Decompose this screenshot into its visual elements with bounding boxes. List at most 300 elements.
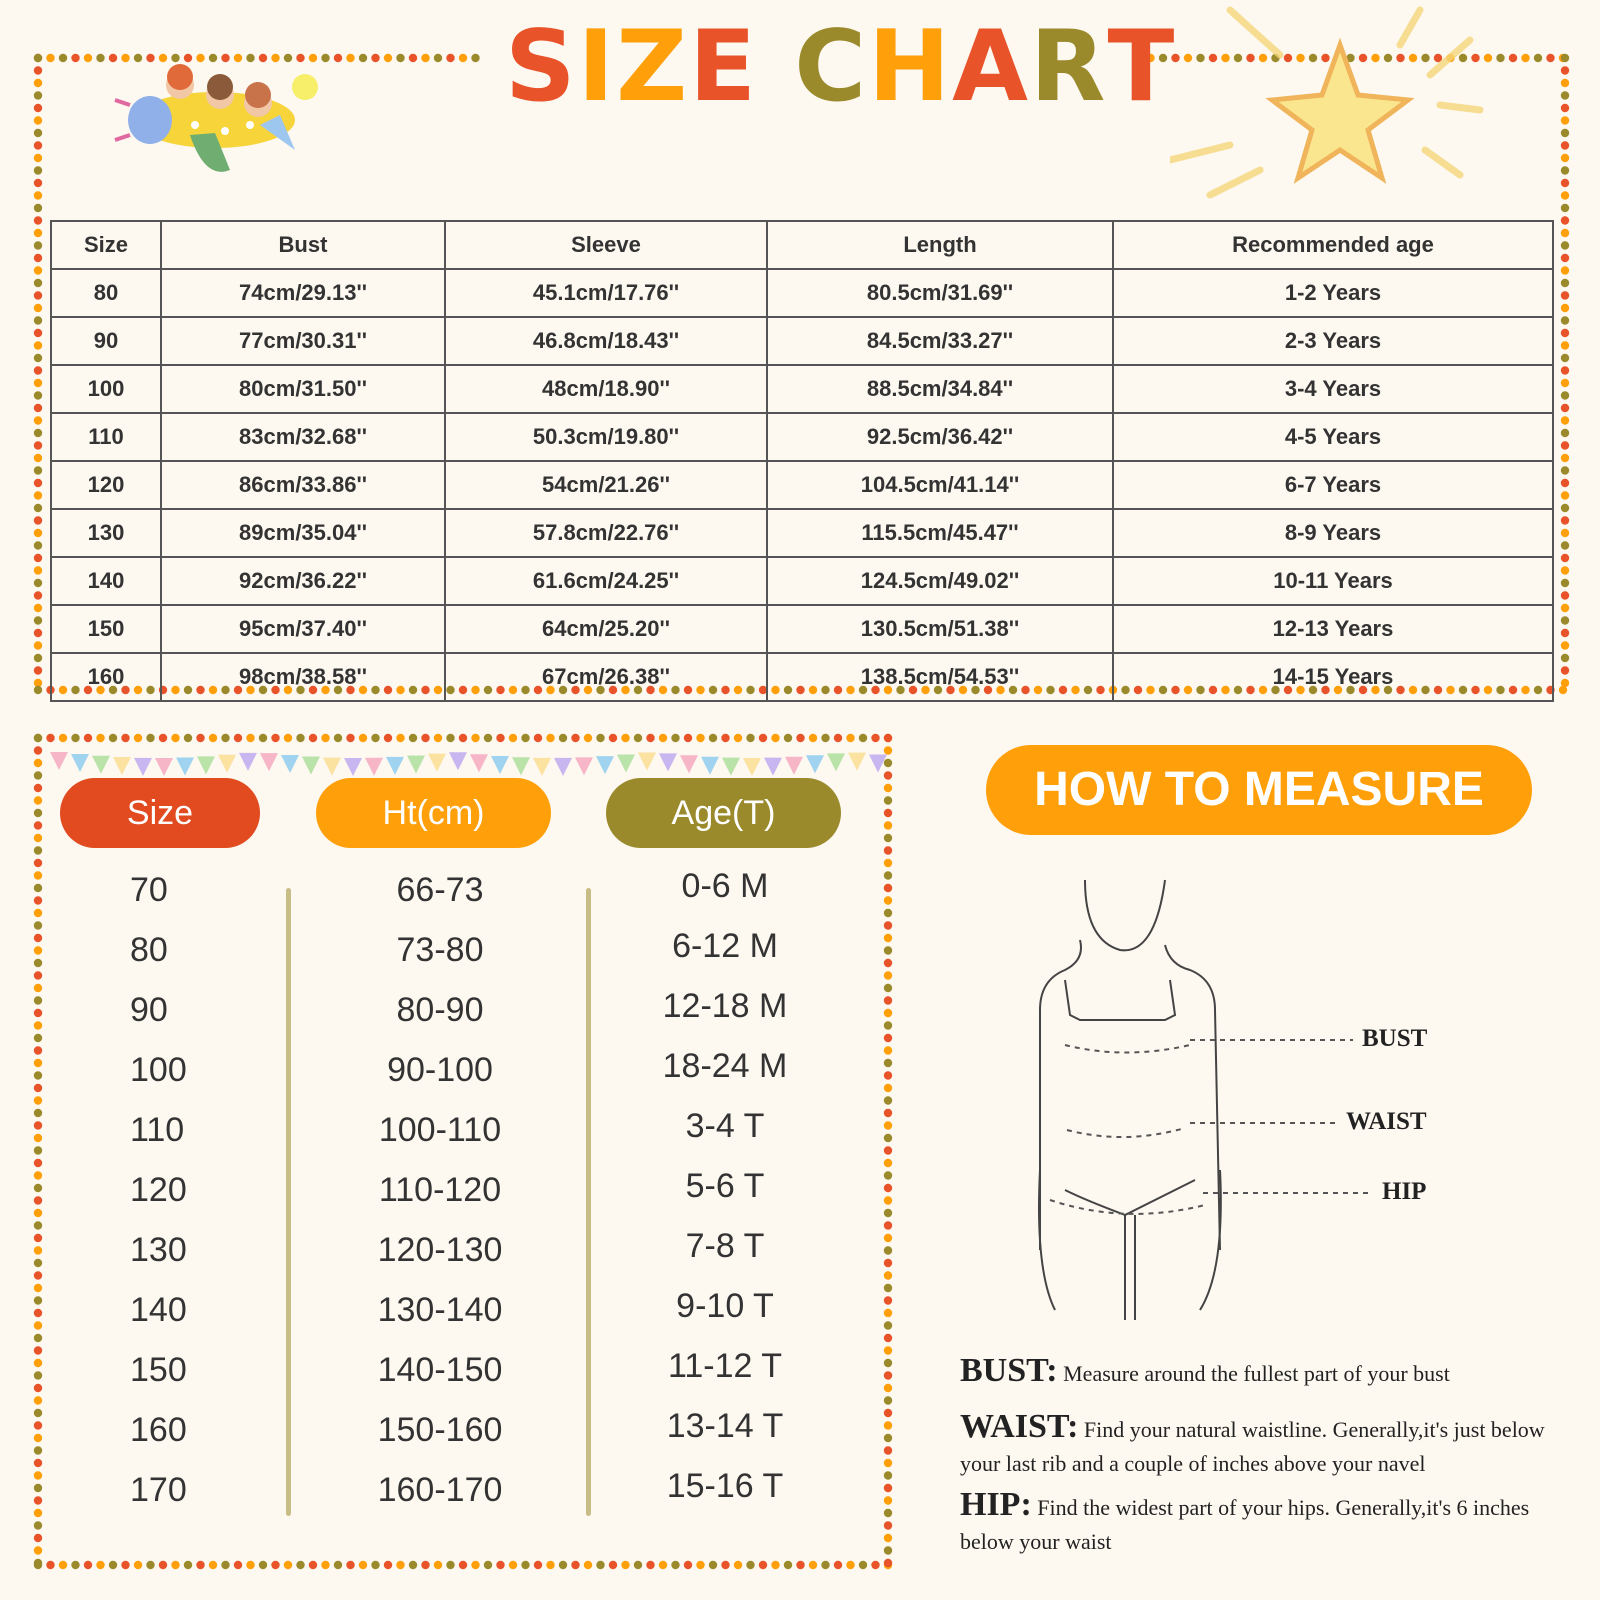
border-dot (884, 1459, 892, 1467)
border-dot (34, 341, 42, 349)
bunting-flag (281, 755, 299, 773)
border-dot (884, 1196, 892, 1204)
table-cell: 110 (51, 413, 161, 461)
age-value: 0-6 M (681, 867, 769, 905)
border-dot (309, 734, 317, 742)
bunting-flag (386, 757, 404, 775)
age-value: 18-24 M (662, 1047, 788, 1085)
table-cell: 48cm/18.90'' (445, 365, 767, 413)
size-value: 170 (130, 1471, 187, 1509)
border-dot (396, 1561, 404, 1569)
bunting-flag (71, 754, 89, 772)
border-dot (796, 1561, 804, 1569)
table-row (51, 509, 1553, 557)
border-dot (684, 734, 692, 742)
border-dot (34, 809, 42, 817)
border-dot (271, 1561, 279, 1569)
border-dot (84, 1561, 92, 1569)
age-value: 5-6 T (685, 1167, 765, 1205)
border-dot (34, 216, 42, 224)
border-dot (34, 466, 42, 474)
border-dot (1561, 554, 1569, 562)
bunting-flag (848, 753, 866, 771)
border-dot (34, 1196, 42, 1204)
border-dot (34, 179, 42, 187)
border-dot (1561, 241, 1569, 249)
table-cell: 92.5cm/36.42'' (767, 413, 1113, 461)
border-dot (34, 1559, 42, 1567)
border-dot (34, 566, 42, 574)
border-dot (884, 1134, 892, 1142)
border-dot (1561, 366, 1569, 374)
height-value: 160-170 (377, 1471, 503, 1509)
border-dot (1561, 666, 1569, 674)
border-dot (59, 734, 67, 742)
border-dot (34, 491, 42, 499)
border-dot (1561, 341, 1569, 349)
border-dot (346, 734, 354, 742)
bunting-flag (323, 758, 341, 776)
border-dot (34, 871, 42, 879)
age-column (610, 856, 840, 1516)
border-dot (496, 734, 504, 742)
border-dot (496, 1561, 504, 1569)
border-dot (884, 1396, 892, 1404)
border-dot (34, 1509, 42, 1517)
border-dot (34, 479, 42, 487)
border-dot (546, 1561, 554, 1569)
border-dot (34, 1396, 42, 1404)
border-dot (234, 734, 242, 742)
border-dot (809, 1561, 817, 1569)
bunting-flag (806, 755, 824, 773)
border-dot (696, 734, 704, 742)
border-dot (1561, 604, 1569, 612)
border-dot (871, 734, 879, 742)
bunting-flag (575, 757, 593, 775)
body-outline-illustration (1025, 870, 1375, 1320)
table-row (51, 317, 1553, 365)
border-dot (34, 796, 42, 804)
border-dot (534, 734, 542, 742)
border-dot (1561, 191, 1569, 199)
hip-label: HIP (1382, 1178, 1427, 1205)
border-dot (771, 1561, 779, 1569)
border-dot (1561, 204, 1569, 212)
border-dot (1561, 416, 1569, 424)
border-dot (1561, 491, 1569, 499)
column-divider (586, 888, 591, 1516)
table-row (51, 269, 1553, 317)
border-dot (1561, 154, 1569, 162)
border-dot (1561, 466, 1569, 474)
table-cell: 46.8cm/18.43'' (445, 317, 767, 365)
border-dot (34, 1096, 42, 1104)
border-dot (1561, 229, 1569, 237)
border-dot (609, 1561, 617, 1569)
table-cell: 57.8cm/22.76'' (445, 509, 767, 557)
border-dot (334, 54, 342, 62)
border-dot (821, 734, 829, 742)
border-dot (884, 771, 892, 779)
border-dot (34, 1459, 42, 1467)
bunting-flag (617, 754, 635, 772)
table-cell: 77cm/30.31'' (161, 317, 445, 365)
border-dot (34, 1434, 42, 1442)
border-dot (34, 884, 42, 892)
border-dot (34, 204, 42, 212)
border-dot (34, 1234, 42, 1242)
table-cell: 89cm/35.04'' (161, 509, 445, 557)
border-dot (34, 996, 42, 1004)
border-dot (446, 1561, 454, 1569)
border-dot (34, 529, 42, 537)
border-dot (221, 1561, 229, 1569)
table-header-cell: Recommended age (1113, 221, 1553, 269)
waist-text: Find your natural waistline. Generally,it's just below your last rib and a couple of inches above your navel (960, 1417, 1545, 1476)
border-dot (884, 1534, 892, 1542)
border-dot (1561, 579, 1569, 587)
border-dot (34, 1546, 42, 1554)
border-dot (884, 971, 892, 979)
border-dot (34, 1384, 42, 1392)
border-dot (246, 734, 254, 742)
border-dot (884, 1059, 892, 1067)
border-dot (34, 846, 42, 854)
size-value: 90 (130, 991, 168, 1029)
border-dot (884, 1334, 892, 1342)
table-cell: 95cm/37.40'' (161, 605, 445, 653)
title-letter: C (794, 10, 869, 124)
border-dot (884, 859, 892, 867)
table-cell: 100 (51, 365, 161, 413)
bunting-flag (512, 757, 530, 775)
border-dot (34, 429, 42, 437)
border-dot (646, 1561, 654, 1569)
border-dot (1561, 179, 1569, 187)
border-dot (1561, 391, 1569, 399)
border-dot (734, 734, 742, 742)
border-dot (196, 734, 204, 742)
border-dot (471, 1561, 479, 1569)
border-dot (34, 1471, 42, 1479)
border-dot (34, 229, 42, 237)
border-dot (1561, 454, 1569, 462)
border-dot (346, 1561, 354, 1569)
border-dot (1561, 429, 1569, 437)
border-dot (34, 616, 42, 624)
border-dot (884, 1446, 892, 1454)
border-dot (459, 1561, 467, 1569)
table-header-cell: Sleeve (445, 221, 767, 269)
border-dot (884, 1096, 892, 1104)
border-dot (159, 734, 167, 742)
border-dot (884, 1109, 892, 1117)
border-dot (34, 354, 42, 362)
hip-description (960, 1488, 1560, 1559)
border-dot (309, 1561, 317, 1569)
border-dot (884, 834, 892, 842)
border-dot (596, 1561, 604, 1569)
border-dot (884, 1146, 892, 1154)
border-dot (1561, 379, 1569, 387)
border-dot (34, 654, 42, 662)
border-dot (71, 734, 79, 742)
bunting-flag (554, 758, 572, 776)
table-cell: 1-2 Years (1113, 269, 1553, 317)
border-dot (884, 934, 892, 942)
border-dot (446, 734, 454, 742)
bust-description (960, 1354, 1560, 1391)
border-dot (34, 1084, 42, 1092)
border-dot (534, 1561, 542, 1569)
border-dot (396, 734, 404, 742)
table-cell: 80.5cm/31.69'' (767, 269, 1113, 317)
border-dot (721, 1561, 729, 1569)
table-cell: 50.3cm/19.80'' (445, 413, 767, 461)
border-dot (1561, 541, 1569, 549)
bunting-flag (134, 758, 152, 776)
bunting-flag (197, 756, 215, 774)
border-dot (34, 859, 42, 867)
border-dot (134, 734, 142, 742)
size-value: 80 (130, 931, 168, 969)
age-value: 11-12 T (667, 1347, 783, 1385)
border-dot (1561, 141, 1569, 149)
border-dot (884, 784, 892, 792)
border-dot (884, 734, 892, 742)
border-dot (34, 1034, 42, 1042)
border-dot (34, 629, 42, 637)
table-header-cell: Size (51, 221, 161, 269)
border-dot (34, 516, 42, 524)
border-dot (34, 1534, 42, 1542)
border-dot (34, 304, 42, 312)
border-dot (646, 734, 654, 742)
border-dot (34, 1159, 42, 1167)
border-dot (34, 759, 42, 767)
border-dot (634, 1561, 642, 1569)
border-dot (1561, 516, 1569, 524)
border-dot (209, 734, 217, 742)
height-header-pill: Ht(cm) (316, 778, 551, 848)
border-dot (884, 1209, 892, 1217)
bunting-flag (638, 753, 656, 771)
table-header-cell: Bust (161, 221, 445, 269)
border-dot (884, 909, 892, 917)
size-header-pill: Size (60, 778, 260, 848)
waist-description (960, 1410, 1560, 1481)
bunting-flag (407, 755, 425, 773)
border-dot (34, 1121, 42, 1129)
border-dot (34, 91, 42, 99)
bunting-flag (344, 758, 362, 776)
bunting-flag (680, 755, 698, 773)
border-dot (1561, 641, 1569, 649)
border-dot (34, 686, 42, 694)
border-dot (421, 734, 429, 742)
border-dot (196, 1561, 204, 1569)
border-dot (1561, 66, 1569, 74)
table-cell: 88.5cm/34.84'' (767, 365, 1113, 413)
border-dot (409, 54, 417, 62)
bunting-flag (218, 755, 236, 773)
border-dot (884, 759, 892, 767)
border-dot (34, 1134, 42, 1142)
age-value: 13-14 T (666, 1407, 784, 1445)
title-letter: R (1030, 10, 1108, 124)
border-dot (34, 504, 42, 512)
border-dot (34, 191, 42, 199)
border-dot (884, 959, 892, 967)
border-dot (1561, 91, 1569, 99)
border-dot (421, 1561, 429, 1569)
border-dot (696, 1561, 704, 1569)
bunting-flag (533, 758, 551, 776)
border-dot (521, 1561, 529, 1569)
border-dot (884, 1084, 892, 1092)
border-dot (784, 734, 792, 742)
age-value: 6-12 M (672, 927, 778, 965)
border-dot (659, 1561, 667, 1569)
border-dot (884, 1184, 892, 1192)
border-dot (371, 54, 379, 62)
border-dot (71, 54, 79, 62)
bunting-flag (113, 757, 131, 775)
border-dot (134, 1561, 142, 1569)
border-dot (34, 934, 42, 942)
table-row (51, 605, 1553, 653)
border-dot (884, 1546, 892, 1554)
border-dot (34, 1221, 42, 1229)
border-dot (884, 1509, 892, 1517)
table-cell: 2-3 Years (1113, 317, 1553, 365)
table-cell: 130 (51, 509, 161, 557)
border-dot (884, 921, 892, 929)
table-cell: 160 (51, 653, 161, 701)
border-dot (209, 1561, 217, 1569)
table-cell: 74cm/29.13'' (161, 269, 445, 317)
border-dot (34, 241, 42, 249)
height-value: 90-100 (387, 1051, 493, 1089)
border-dot (34, 1309, 42, 1317)
border-dot (34, 1271, 42, 1279)
border-dot (671, 1561, 679, 1569)
height-value: 140-150 (377, 1351, 503, 1389)
border-dot (96, 1561, 104, 1569)
table-cell: 138.5cm/54.53'' (767, 653, 1113, 701)
title-letter: S (505, 10, 578, 124)
border-dot (34, 329, 42, 337)
border-dot (34, 1409, 42, 1417)
height-value: 110-120 (378, 1171, 502, 1209)
border-dot (884, 1384, 892, 1392)
table-cell: 130.5cm/51.38'' (767, 605, 1113, 653)
height-column (330, 860, 550, 1520)
table-cell: 86cm/33.86'' (161, 461, 445, 509)
border-dot (1561, 279, 1569, 287)
border-dot (884, 1234, 892, 1242)
border-dot (34, 166, 42, 174)
bunting-flag (302, 757, 320, 775)
bunting-flag (365, 758, 383, 776)
border-dot (34, 66, 42, 74)
border-dot (371, 1561, 379, 1569)
border-dot (384, 54, 392, 62)
border-dot (884, 1471, 892, 1479)
border-dot (34, 579, 42, 587)
border-dot (759, 1561, 767, 1569)
table-cell: 3-4 Years (1113, 365, 1553, 413)
border-dot (34, 1246, 42, 1254)
border-dot (184, 1561, 192, 1569)
waist-key: WAIST: (960, 1408, 1079, 1445)
border-dot (671, 734, 679, 742)
border-dot (1561, 304, 1569, 312)
border-dot (621, 734, 629, 742)
table-cell: 115.5cm/45.47'' (767, 509, 1113, 557)
border-dot (34, 104, 42, 112)
table-cell: 83cm/32.68'' (161, 413, 445, 461)
border-dot (34, 959, 42, 967)
border-dot (34, 821, 42, 829)
border-dot (284, 734, 292, 742)
table-row (51, 413, 1553, 461)
border-dot (46, 54, 54, 62)
table-cell: 8-9 Years (1113, 509, 1553, 557)
border-dot (1561, 479, 1569, 487)
border-dot (34, 291, 42, 299)
border-dot (884, 796, 892, 804)
border-dot (334, 1561, 342, 1569)
border-dot (721, 734, 729, 742)
border-dot (1561, 316, 1569, 324)
height-value: 80-90 (396, 991, 484, 1029)
border-dot (46, 734, 54, 742)
table-row (51, 653, 1553, 701)
border-dot (34, 746, 42, 754)
border-dot (34, 1209, 42, 1217)
border-dot (34, 416, 42, 424)
border-dot (34, 784, 42, 792)
border-dot (34, 1184, 42, 1192)
border-dot (171, 1561, 179, 1569)
border-dot (746, 734, 754, 742)
border-dot (71, 1561, 79, 1569)
border-dot (34, 254, 42, 262)
bust-text: Measure around the fullest part of your bust (1063, 1361, 1450, 1386)
table-cell: 67cm/26.38'' (445, 653, 767, 701)
border-dot (734, 1561, 742, 1569)
size-table (50, 220, 1554, 702)
border-dot (859, 1561, 867, 1569)
border-dot (884, 1484, 892, 1492)
title-text (505, 12, 1176, 122)
border-dot (409, 1561, 417, 1569)
border-dot (34, 316, 42, 324)
border-dot (34, 1321, 42, 1329)
border-dot (884, 1371, 892, 1379)
table-cell: 120 (51, 461, 161, 509)
border-dot (184, 734, 192, 742)
border-dot (96, 734, 104, 742)
border-dot (584, 1561, 592, 1569)
border-dot (884, 1346, 892, 1354)
border-dot (884, 1521, 892, 1529)
size-value: 130 (130, 1231, 187, 1269)
border-dot (884, 1559, 892, 1567)
border-dot (34, 554, 42, 562)
